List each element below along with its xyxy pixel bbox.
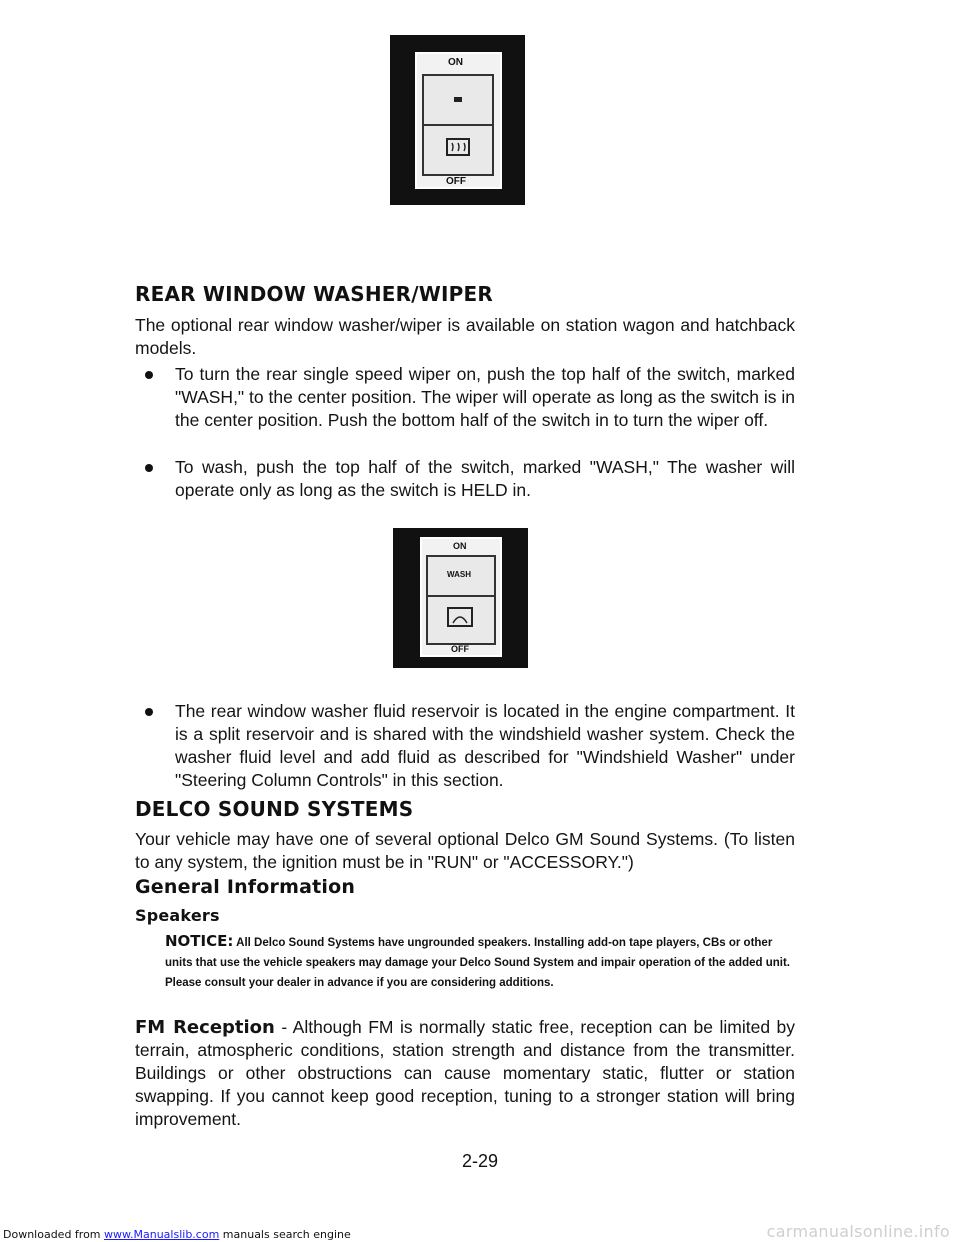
switch-on-label: ON [448,57,463,68]
download-credit-prefix: Downloaded from [3,1228,105,1241]
bullet-text: To wash, push the top half of the switch, marked "WASH," The washer will operate only as long as the switch is HELD in. [175,457,795,500]
notice-body: All Delco Sound Systems have ungrounded speakers. Installing add-on tape players, CBs or other units that use the vehicle speakers may damage your Delco Sound System and impair operation of the added unit. Please consult your dealer in advance if you are considering additions. [165,937,790,989]
fm-reception-paragraph [135,1016,795,1131]
manualslib-link[interactable]: www.Manualslib.com [104,1228,220,1241]
rear-defogger-switch-illustration [390,35,525,205]
switch-off-label: OFF [446,176,466,187]
delco-intro: Your vehicle may have one of several optional Delco GM Sound Systems. (To listen to any system, the ignition must be in "RUN" or "ACCESSORY.") [135,829,795,872]
rear-washer-intro: The optional rear window washer/wiper is available on station wagon and hatchback models. [135,315,795,358]
fm-reception-body: - Although FM is normally static free, reception can be limited by terrain, atmospheric conditions, station strength and distance from the transmitter. Buildings or other obstructions can cause momentary static, flutter or station swapping. If you cannot keep good reception, tuning to a stronger station will bring improvement. [135,1017,795,1129]
page-number: 2-29 [461,1151,499,1171]
notice-text [165,931,790,993]
fm-reception-lead: FM Reception [135,1017,275,1038]
delco-heading: DELCO SOUND SYSTEMS [135,797,414,821]
notice-lead: NOTICE: [165,932,234,950]
switch-on-label: ON [453,541,467,551]
switch-wash-label: WASH [447,570,471,579]
speakers-heading: Speakers [135,906,220,925]
rear-washer-heading: REAR WINDOW WASHER/WIPER [135,282,493,306]
download-credit-suffix: manuals search engine [219,1228,351,1241]
bullet-dot-icon [145,371,153,379]
general-information-heading: General Information [135,876,356,898]
bullet-dot-icon [145,464,153,472]
switch-off-label: OFF [451,644,469,654]
bullet-text: To turn the rear single speed wiper on, push the top half of the switch, marked "WASH," to the center position. The wiper will operate as long as the switch is in the center position. Push the bottom half of the switch in to turn the wiper off. [175,364,795,430]
rear-wiper-switch-illustration [393,528,528,668]
bullet-text: The rear window washer fluid reservoir is located in the engine compartment. It is a split reservoir and is shared with the windshield washer system. Check the washer fluid level and add fluid as described for "Windshield Washer" under "Steering Column Controls" in this section. [175,701,795,790]
bullet-dot-icon [145,708,153,716]
download-credit [3,1228,351,1241]
watermark: carmanualsonline.info [766,1222,950,1241]
